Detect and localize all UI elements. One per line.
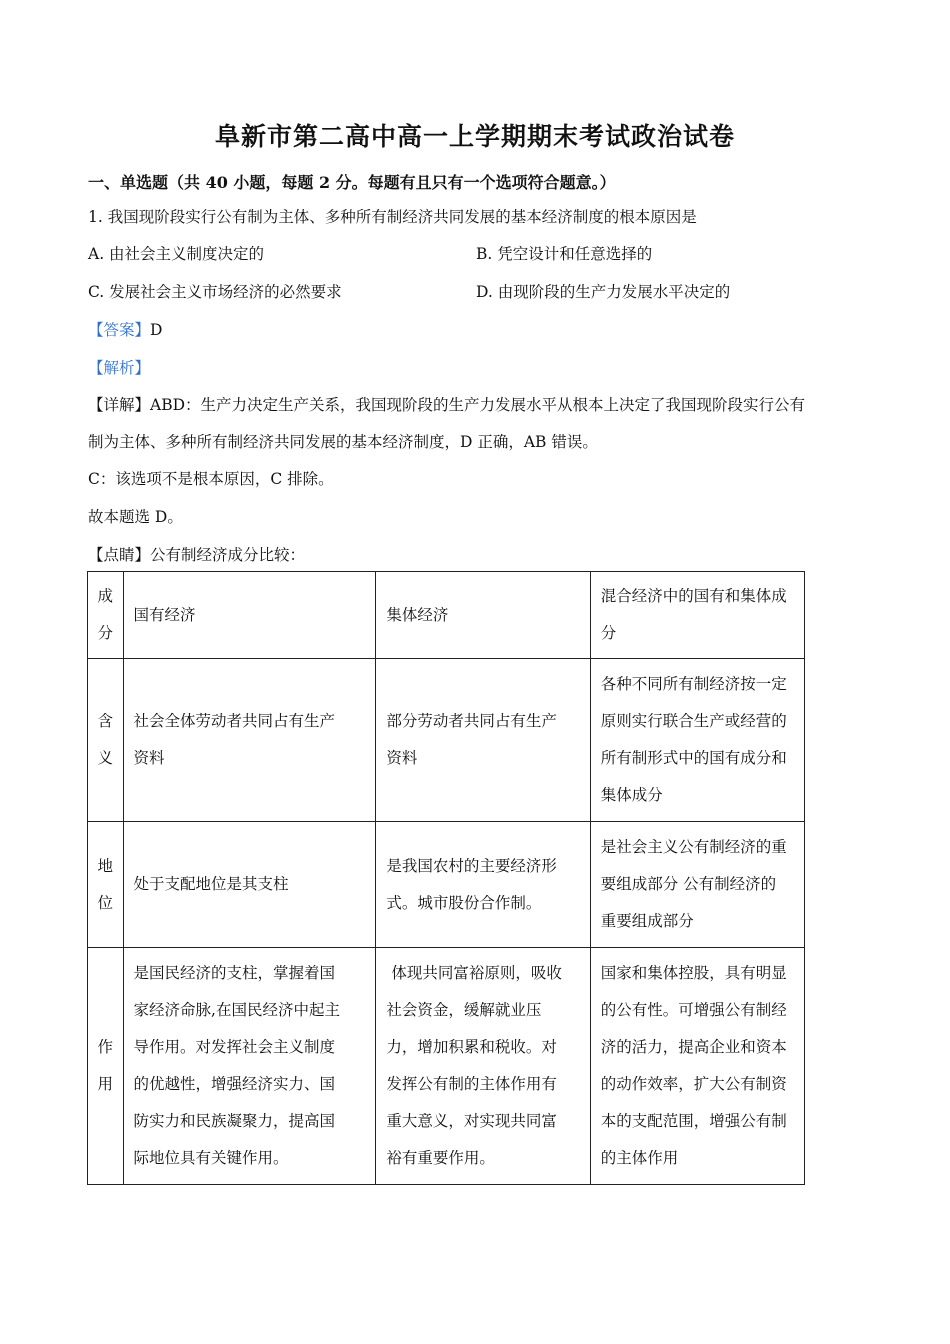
cell-line: 国家和集体控股，具有明显	[600, 964, 787, 982]
answer-value: D	[150, 321, 163, 339]
cell-line: 力，增加积累和税收。对	[386, 1038, 557, 1056]
cell-line: 裕有重要作用。	[386, 1149, 495, 1167]
cell-line: 式。城市股份合作制。	[386, 893, 542, 912]
table-cell	[376, 948, 590, 1185]
cell-line: 地	[97, 856, 114, 875]
cell-line: 的公有性。可增强公有制经	[600, 1001, 787, 1019]
row-label-meaning	[88, 659, 124, 822]
cell-line: 发挥公有制的主体作用有	[386, 1075, 557, 1093]
cell-line: 资料	[133, 749, 165, 767]
cell-line: 是我国农村的主要经济形	[386, 856, 557, 875]
cell-line: 集体经济	[386, 605, 449, 624]
cell-line: 的优越性，增强经济实力、国	[133, 1075, 336, 1093]
cell-line: 位	[97, 893, 114, 912]
header-cell-component	[88, 572, 124, 659]
table-cell	[123, 948, 376, 1185]
table-cell	[590, 659, 804, 822]
header-cell-collective	[376, 572, 590, 659]
note-heading: 【点睛】公有制经济成分比较：	[88, 546, 306, 564]
cell-line: 分	[97, 624, 114, 642]
cell-line: 的动作效率，扩大公有制资	[600, 1075, 787, 1093]
cell-line: 原则实行联合生产或经营的	[600, 712, 787, 730]
table-row	[88, 948, 805, 1185]
cell-line: 重要组成部分	[600, 912, 694, 930]
cell-line: 混合经济中的国有和集体成	[600, 587, 787, 605]
cell-line: 集体成分	[600, 786, 663, 804]
cell-line: 资料	[386, 749, 418, 767]
cell-line: 体现共同富裕原则，吸收	[386, 964, 562, 982]
detail-line-4: 故本题选 D。	[88, 508, 183, 526]
cell-line: 际地位具有关键作用。	[133, 1149, 289, 1167]
cell-line: 分	[600, 624, 617, 642]
option-a: A. 由社会主义制度决定的	[88, 245, 265, 263]
table-cell	[590, 822, 804, 948]
option-b: B. 凭空设计和任意选择的	[476, 245, 653, 263]
cell-line: 济的活力，提高企业和资本	[600, 1038, 787, 1056]
detail-line-3: C：该选项不是根本原因，C 排除。	[88, 470, 334, 488]
cell-line: 处于支配地位是其支柱	[133, 875, 289, 893]
section-heading: 一、单选题（共 40 小题，每题 2 分。每题有且只有一个选项符合题意。）	[88, 173, 616, 192]
table-header-row	[88, 572, 805, 659]
cell-line: 成	[97, 587, 114, 605]
cell-line: 所有制形式中的国有成分和	[600, 749, 787, 767]
cell-line: 家经济命脉,在国民经济中起主	[133, 1001, 340, 1019]
comparison-table	[87, 571, 805, 1185]
cell-line: 导作用。对发挥社会主义制度	[133, 1038, 336, 1056]
cell-line: 社会资金，缓解就业压	[386, 1001, 542, 1019]
cell-line: 含	[97, 712, 114, 730]
table-row	[88, 659, 805, 822]
row-label-role	[88, 948, 124, 1185]
cell-line: 防实力和民族凝聚力，提高国	[133, 1112, 336, 1130]
cell-line: 要组成部分 公有制经济的	[600, 875, 777, 893]
question-stem: 1. 我国现阶段实行公有制为主体、多种所有制经济共同发展的基本经济制度的根本原因是	[88, 208, 697, 226]
detail-line-1: 【详解】ABD：生产力决定生产关系，我国现阶段的生产力发展水平从根本上决定了我国现阶段实行公有	[88, 396, 806, 414]
cell-line: 各种不同所有制经济按一定	[600, 675, 787, 693]
table-cell	[123, 659, 376, 822]
cell-line: 用	[97, 1075, 114, 1093]
table-cell	[376, 822, 590, 948]
cell-line: 是国民经济的支柱，掌握着国	[133, 964, 336, 982]
cell-line: 社会全体劳动者共同占有生产	[133, 712, 336, 730]
page-title: 阜新市第二高中高一上学期期末考试政治试卷	[214, 122, 735, 151]
table-cell	[376, 659, 590, 822]
option-c: C. 发展社会主义市场经济的必然要求	[88, 283, 342, 301]
cell-line: 是社会主义公有制经济的重	[600, 838, 787, 856]
header-cell-mixed	[590, 572, 804, 659]
answer-tag: 【答案】	[88, 321, 151, 339]
option-d: D. 由现阶段的生产力发展水平决定的	[476, 283, 731, 301]
cell-line: 作	[97, 1038, 114, 1056]
cell-line: 本的支配范围，增强公有制	[600, 1112, 787, 1130]
detail-line-2: 制为主体、多种所有制经济共同发展的基本经济制度，D 正确，AB 错误。	[88, 433, 598, 451]
cell-line: 重大意义，对实现共同富	[386, 1112, 557, 1130]
table-cell	[590, 948, 804, 1185]
row-label-position	[88, 822, 124, 948]
header-cell-state	[123, 572, 376, 659]
cell-line: 国有经济	[133, 605, 196, 624]
analysis-tag: 【解析】	[88, 359, 151, 377]
answer-line	[88, 318, 162, 340]
cell-line: 义	[97, 749, 114, 767]
table-row	[88, 822, 805, 948]
cell-line: 部分劳动者共同占有生产	[386, 712, 557, 730]
table-cell	[123, 822, 376, 948]
cell-line: 的主体作用	[600, 1149, 679, 1167]
